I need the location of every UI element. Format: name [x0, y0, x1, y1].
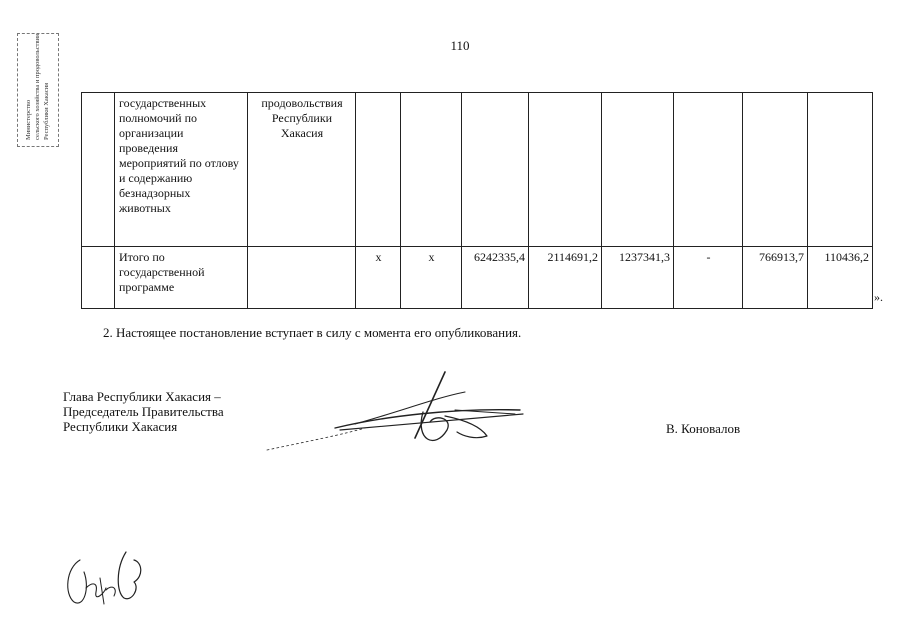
executor-cell: продовольствия Республики Хакасия: [248, 93, 356, 247]
signer-title: [63, 389, 224, 434]
table-cell: [743, 93, 808, 247]
total-amount-cell: 6242335,4: [462, 247, 529, 309]
table-cell: [674, 93, 743, 247]
table-row: [82, 93, 873, 247]
handwritten-signature: [265, 370, 530, 460]
amount-cell: 766913,7: [743, 247, 808, 309]
table-row-total: [82, 247, 873, 309]
stamp-line-2: сельского хозяйства и продовольствия: [34, 34, 41, 140]
amount-cell: -: [674, 247, 743, 309]
table-cell: x: [356, 247, 401, 309]
registration-stamp: [17, 33, 59, 147]
budget-table: [81, 92, 873, 309]
table-cell: [602, 93, 674, 247]
table-cell: [401, 93, 462, 247]
table-cell: [529, 93, 602, 247]
measure-name-cell: государственных полномочий по организации проведения мероприятий по отлову и содержанию безнадзорных животных: [115, 93, 248, 247]
table-cell: x: [401, 247, 462, 309]
signer-name: В. Коновалов: [666, 421, 741, 436]
stamp-line-3: Республики Хакасия: [43, 82, 50, 140]
amount-cell: 2114691,2: [529, 247, 602, 309]
table-cell: [462, 93, 529, 247]
table-cell: [356, 93, 401, 247]
table-cell: [82, 247, 115, 309]
signer-title-line: Председатель Правительства: [63, 404, 224, 419]
amount-cell: 1237341,3: [602, 247, 674, 309]
handwritten-initials: [60, 548, 160, 610]
stamp-text-image: [18, 34, 58, 146]
total-label-cell: Итого по государственной программе: [115, 247, 248, 309]
page-number: 110: [450, 38, 470, 53]
table-cell: [808, 93, 873, 247]
signer-title-line: Республики Хакасия: [63, 419, 178, 434]
stamp-line-1: Министерство: [25, 99, 32, 140]
clause-text: 2. Настоящее постановление вступает в силу с момента его опубликования.: [103, 325, 522, 340]
signer-title-line: Глава Республики Хакасия –: [63, 389, 221, 404]
amount-cell: 110436,2: [808, 247, 873, 309]
closing-quote: ».: [874, 290, 883, 304]
table-cell: [248, 247, 356, 309]
table-cell: [82, 93, 115, 247]
